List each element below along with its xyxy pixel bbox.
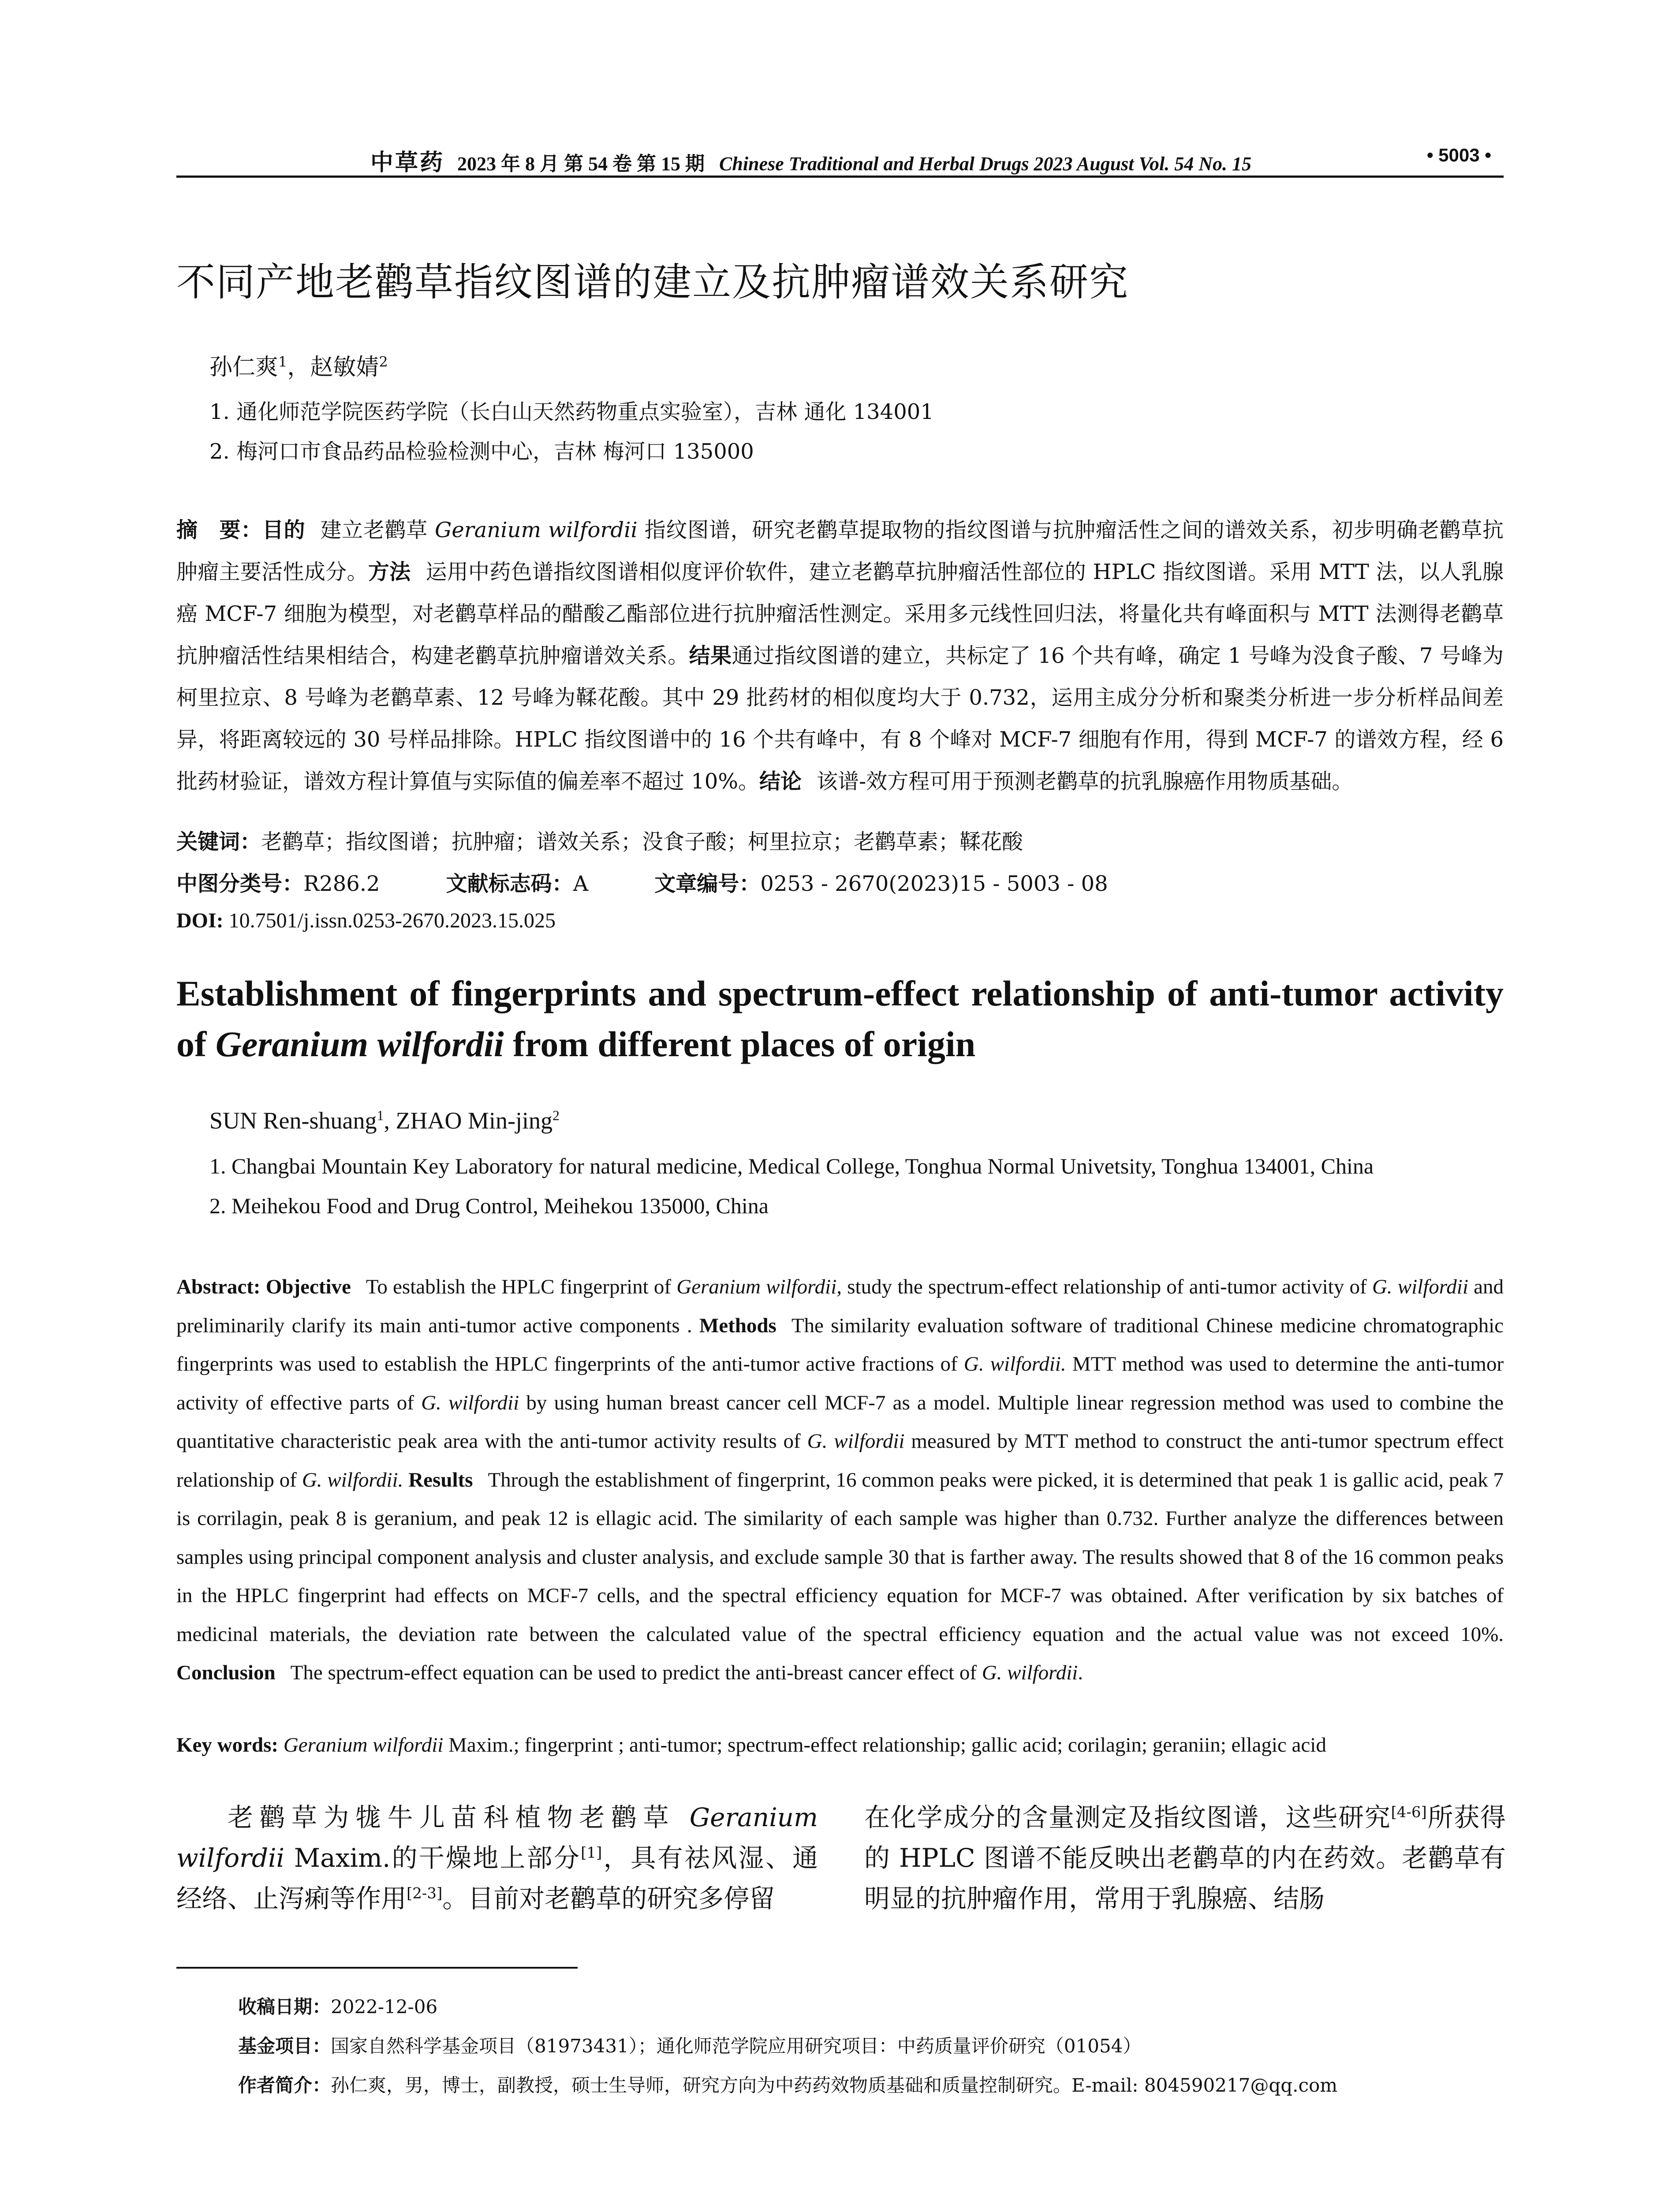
doi-label: DOI: [176, 909, 224, 932]
section-label: 目的 [262, 518, 306, 542]
section-label: 结果 [689, 643, 732, 668]
latin-name: Geranium wilfordii [176, 1802, 818, 1873]
body-text: 在化学成分的含量测定及指纹图谱，这些研究 [864, 1802, 1391, 1832]
issue-info-cn: 2023 年 8 月 第 54 卷 第 15 期 [457, 153, 705, 175]
section-label: Results [408, 1468, 473, 1491]
body-text: 。目前对老鹳草的研究多停留 [442, 1884, 775, 1913]
body-text: Maxim.的干燥地上部分 [284, 1843, 581, 1873]
abstract-label: Abstract: Objective [176, 1275, 351, 1298]
article-no-label: 文章编号： [654, 871, 761, 896]
doi-link[interactable]: 10.7501/j.issn.0253-2670.2023.15.025 [228, 909, 556, 932]
classification-line [176, 867, 1108, 897]
abstract-text: 指纹图谱，研究老鹳草提取物的指纹图谱与抗肿瘤活性之间的谱效关系，初步明确老鹳草抗肿瘤主要活性成分。 [176, 518, 1504, 584]
citation-ref[interactable]: [4-6] [1391, 1803, 1427, 1821]
clc-label: 中图分类号： [176, 871, 304, 896]
keywords-label: 关键词： [176, 830, 261, 854]
abstract-text: 通过指纹图谱的建立，共标定了 16 个共有峰，确定 1 号峰为没食子酸、7 号峰为柯里拉京、8 号峰为老鹳草素、12 号峰为鞣花酸。其中 29 批药材的相似度均大于 0.732，运用主成分分析和聚类分析进一步分析样品间差异，将距离较远的 30 号样品排除。HPLC 指纹图谱中的 16 个共有峰中，有 8 个峰对 MCF-7 细胞有作用，得到 MCF-7 的谱效方程，经 6 批药材验证，谱效方程计算值与实际值的偏差率不超过 10%。 [176, 643, 1504, 794]
affiliation-en: 1. Changbai Mountain Key Laboratory for natural medicine, Medical College, Tonghua Normal Univetsity, Tonghua 134001, China [209, 1154, 1374, 1178]
author-affil-mark: 1 [278, 353, 287, 370]
section-label: 结论 [759, 769, 802, 794]
abstract-en [176, 1268, 1504, 1693]
abstract-text: Through the establishment of fingerprint, 16 common peaks were picked, it is determined that peak 1 is gallic acid, peak 7 is corrilagin, peak 8 is geranium, and peak 12 is ellagic acid. The similarity of each sample was higher than 0.732. Further analyze the differences between samples using principal component analysis and cluster analysis, and exclude sample 30 that is farther away. The results showed that 8 of the 16 common peaks in the HPLC fingerprint had effects on MCF-7 cells, and the spectral efficiency equation for MCF-7 was obtained. After verification by six batches of medicinal materials, the deviation rate between the calculated value of the spectral efficiency equation and the actual value was not exceed 10%. [176, 1468, 1504, 1646]
abstract-text: measured by MTT method to construct the anti-tumor spectrum effect relationship of [176, 1430, 1504, 1491]
footnote-fund [238, 2032, 1141, 2058]
footnote-text: 孙仁爽，男，博士，副教授，硕士生导师，研究方向为中药药效物质基础和质量控制研究。E-mail: 804590217@qq.com [331, 2074, 1338, 2096]
abstract-text: The spectrum-effect equation can be used to predict the anti-breast cancer effect of [290, 1661, 977, 1684]
footnote-text: 国家自然科学基金项目（81973431）；通化师范学院应用研究项目：中药质量评价研究（01054） [331, 2035, 1142, 2057]
footnote-author [238, 2071, 1337, 2097]
section-label: Conclusion [176, 1661, 276, 1684]
title-text: Establishment of fingerprints and spectrum-effect relationship of anti-tumor activity of [176, 973, 1504, 1064]
latin-name: G. wilfordii [1372, 1275, 1468, 1298]
latin-name: G. wilfordii [421, 1391, 519, 1414]
author-separator: ， [287, 354, 310, 381]
keywords-label: Key words: [176, 1734, 279, 1757]
header-text [370, 144, 1251, 177]
author-name: 孙仁爽 [209, 354, 279, 381]
clc-value: R286.2 [303, 871, 380, 896]
body-text: 所获得的 HPLC 图谱不能反映出老鹳草的内在药效。老鹳草有明显的抗肿瘤作用，常用于乳腺癌、结肠 [864, 1802, 1506, 1913]
body-text: ，具有祛风湿、通经络、止泻痢等作用 [176, 1843, 818, 1913]
abstract-text: The similarity evaluation software of traditional Chinese medicine chromatographic fingerprints was used to establish the HPLC fingerprints of the anti-tumor active fractions of [176, 1314, 1504, 1375]
latin-name: Geranium wilfordii [215, 1024, 504, 1064]
abstract-text: MTT method was used to determine the anti-tumor activity of effective parts of [176, 1353, 1504, 1414]
latin-name: G. wilfordii [982, 1661, 1078, 1684]
abstract-text: and preliminarily clarify its main anti-tumor active components . [176, 1275, 1504, 1337]
doc-code-value: A [573, 871, 589, 896]
abstract-text: 运用中药色谱指纹图谱相似度评价软件，建立老鹳草抗肿瘤活性部位的 HPLC 指纹图谱。采用 MTT 法，以人乳腺癌 MCF-7 细胞为模型，对老鹳草样品的醋酸乙酯部位进行抗肿瘤活性测定。采用多元线性回归法，将量化共有峰面积与 MTT 法测得老鹳草抗肿瘤活性结果相结合，构建老鹳草抗肿瘤谱效关系。 [176, 560, 1504, 668]
body-column-right [864, 1797, 1506, 1919]
affiliation-en: 2. Meihekou Food and Drug Control, Meihekou 135000, China [209, 1193, 769, 1218]
author-separator: , [384, 1107, 396, 1134]
latin-name: Geranium wilfordii [283, 1734, 444, 1757]
author-name: SUN Ren-shuang [209, 1107, 377, 1134]
journal-name-cn: 中草药 [370, 150, 445, 176]
abstract-text: 建立老鹳草 [320, 518, 428, 542]
doc-code-label: 文献标志码： [446, 871, 573, 896]
author-affil-mark: 1 [377, 1107, 384, 1123]
latin-name: Geranium wilfordii, [676, 1275, 842, 1298]
abstract-cn [176, 509, 1504, 803]
abstract-text: To establish the HPLC fingerprint of [366, 1275, 672, 1298]
body-column-left [176, 1797, 818, 1919]
doi-line [176, 908, 556, 933]
article-title-en [176, 968, 1504, 1069]
keywords-text: Maxim.; fingerprint ; anti-tumor; spectrum-effect relationship; gallic acid; corilagin; geraniin; ellagic acid [448, 1734, 1326, 1757]
affiliation-cn: 2. 梅河口市食品药品检验检测中心，吉林 梅河口 135000 [209, 439, 754, 464]
footnote-label: 收稿日期： [238, 1996, 331, 2018]
author-name: ZHAO Min-jing [396, 1107, 553, 1134]
abstract-text: by using human breast cancer cell MCF-7 as a model. Multiple linear regression method was used to combine the quantitative characteristic peak area with the anti-tumor activity results of [176, 1391, 1504, 1453]
footnote-divider [176, 1967, 578, 1969]
authors-en [209, 1107, 560, 1134]
section-label: 方法 [368, 560, 411, 584]
author-affil-mark: 2 [379, 353, 388, 370]
footnote-label: 作者简介： [238, 2074, 331, 2096]
latin-name: G. wilfordii [807, 1430, 905, 1453]
abstract-text: . [1078, 1661, 1083, 1684]
latin-name: G. wilfordii. [963, 1353, 1066, 1375]
body-text: 老鹳草为牻牛儿苗科植物老鹳草 [228, 1802, 690, 1832]
authors-cn [209, 348, 388, 381]
footnote-text: 2022-12-06 [331, 1996, 438, 2018]
abstract-text: 该谱-效方程可用于预测老鹳草的抗乳腺癌作用物质基础。 [816, 769, 1353, 794]
keywords-text: 老鹳草；指纹图谱；抗肿瘤；谱效关系；没食子酸；柯里拉京；老鹳草素；鞣花酸 [261, 830, 1023, 854]
abstract-text: study the spectrum-effect relationship of anti-tumor activity of [847, 1275, 1367, 1298]
author-name: 赵敏婧 [310, 354, 379, 381]
keywords-en [176, 1733, 1504, 1757]
title-text: from different places of origin [513, 1024, 976, 1064]
keywords-cn [176, 825, 1023, 855]
page-number: • 5003 • [1426, 145, 1491, 165]
section-label: Methods [699, 1314, 777, 1337]
affiliation-cn: 1. 通化师范学院医药学院（长白山天然药物重点实验室），吉林 通化 134001 [209, 400, 934, 424]
running-header [176, 140, 1504, 178]
footnote-received [238, 1992, 437, 2019]
citation-ref[interactable]: [2-3] [407, 1884, 443, 1902]
abstract-label: 摘 要： [176, 518, 262, 542]
article-title-cn: 不同产地老鹳草指纹图谱的建立及抗肿瘤谱效关系研究 [176, 259, 1129, 305]
footnote-label: 基金项目： [238, 2035, 331, 2057]
latin-name: G. wilfordii. [302, 1468, 403, 1491]
latin-name: Geranium wilfordii [434, 518, 638, 542]
article-no-value: 0253 - 2670(2023)15 - 5003 - 08 [760, 871, 1108, 896]
journal-name-en: Chinese Traditional and Herbal Drugs 2023 August Vol. 54 No. 15 [719, 153, 1251, 175]
author-affil-mark: 2 [552, 1107, 560, 1123]
citation-ref[interactable]: [1] [581, 1844, 602, 1862]
